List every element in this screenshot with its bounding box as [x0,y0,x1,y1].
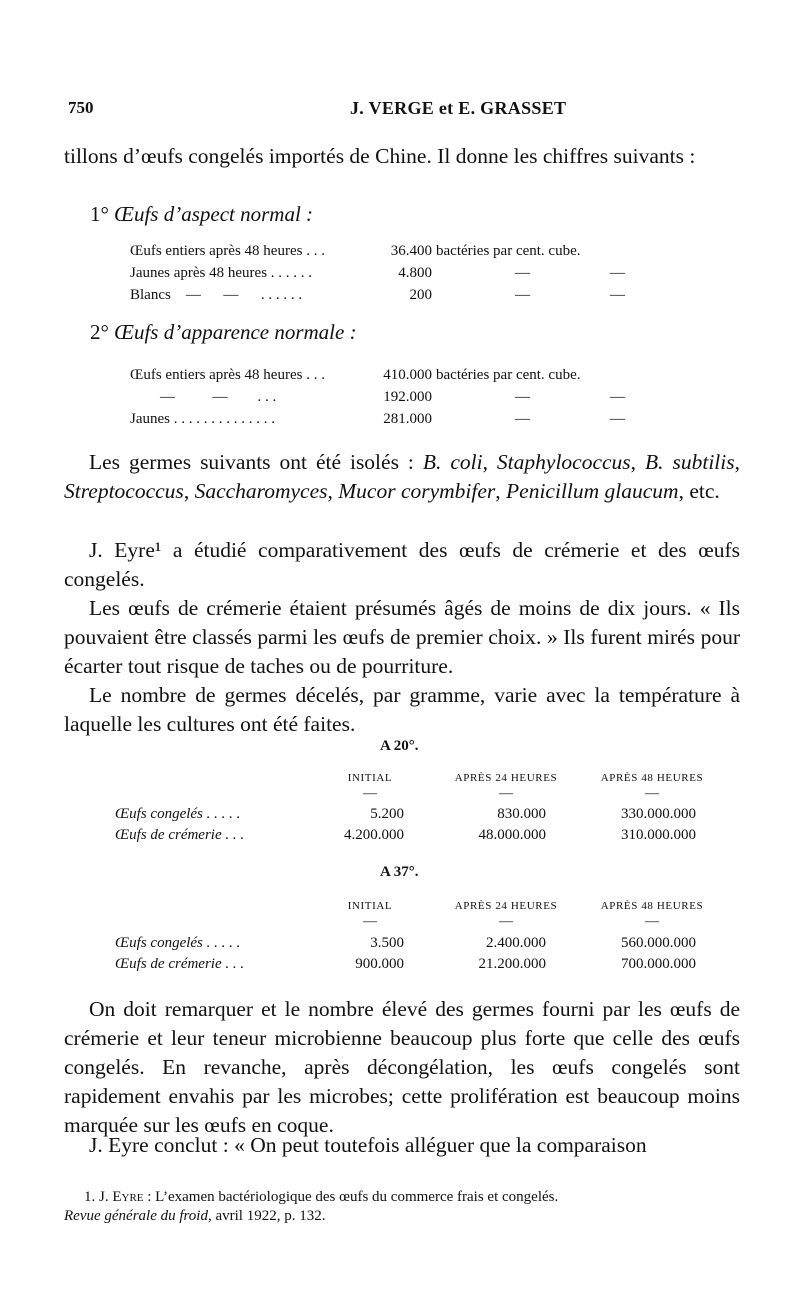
table-20-title: A 20°. [380,738,419,754]
ditto-mark: — [515,411,530,427]
table-row [130,284,690,306]
row-label: Jaunes . . . . . . . . . . . . . . [130,411,275,427]
table-cell: 4.200.000 [344,827,404,843]
section-2-heading [90,320,357,345]
table-cell: 310.000.000 [621,827,696,843]
table-row [130,262,690,284]
page-header [64,98,744,122]
germes-count-paragraph: Le nombre de germes décelés, par gramme, varie avec la température à laquelle les cultures ont été faites. [64,683,740,736]
footnote [64,1188,744,1226]
table-row [130,240,690,262]
ditto-mark: — [610,389,625,405]
ditto-mark: — [610,411,625,427]
footnote-date: avril 1922, p. 132. [215,1208,326,1224]
row-value: 410.000 [383,367,432,383]
table-cell: 700.000.000 [621,956,696,972]
column-header: APRÈS 24 HEURES [454,772,558,784]
table-37-row-label: Œufs de crémerie . . . [115,956,245,972]
table-cell: 3.500 [370,935,404,951]
column-header: APRÈS 48 HEURES [600,772,704,784]
page-number: 750 [68,98,94,117]
section-1-title: Œufs d’aspect normal : [114,202,314,226]
table-row [130,364,690,386]
row-value: 200 [409,287,432,303]
row-value: 36.400 [390,243,432,259]
germ-name: B. coli [422,450,483,474]
footnote-journal: Revue générale du froid, [64,1208,212,1224]
row-label: Œufs entiers après 48 heures . . . [130,367,325,383]
section-2-table [130,364,690,430]
table-20-row-label: Œufs congelés . . . . . [115,806,241,822]
column-dash: — [499,914,513,929]
section-1-table [130,240,690,306]
section-1-heading [90,202,313,227]
table-37-row-label: Œufs congelés . . . . . [115,935,241,951]
section-1-number: 1° [90,202,109,226]
table-row [130,408,690,430]
table-cell: 560.000.000 [621,935,696,951]
ditto-mark: — [610,265,625,281]
table-cell: 21.200.000 [478,956,546,972]
row-label: Jaunes après 48 heures . . . . . . [130,265,313,281]
eyre-paragraph: J. Eyre¹ a étudié comparativement des œufs de crémerie et des œufs congelés. [64,538,740,591]
ditto-mark: — [515,265,530,281]
table-cell: 900.000 [355,956,404,972]
column-dash: — [363,786,377,801]
table-cell: 330.000.000 [621,806,696,822]
remark-paragraph: On doit remarquer et le nombre élevé des germes fourni par les œufs de crémerie et leur teneur microbienne beaucoup plus forte que celle des œufs congelés. En revanche, après décongélation, les œufs congelés sont rapidement envahis par les microbes; cette prolifération est beaucoup moins marquée sur les œufs en coque. [64,997,740,1137]
table-row [130,386,690,408]
ditto-mark: — [610,287,625,303]
table-20-row-label: Œufs de crémerie . . . [115,827,245,843]
germ-name: Staphylococcus [496,450,631,474]
ditto-mark: — [515,287,530,303]
footnote-text: : L’examen bactériologique des œufs du commerce frais et congelés. [147,1189,559,1205]
row-label: Œufs entiers après 48 heures . . . [130,243,325,259]
table-37-title: A 37°. [380,864,419,880]
row-label: — — . . . [130,389,277,405]
table-cell: 5.200 [370,806,404,822]
footnote-author: Eyre [112,1189,144,1205]
germ-name: B. subtilis [645,450,735,474]
row-unit: bactéries par cent. cube. [436,367,581,383]
column-dash: — [645,914,659,929]
column-header: INITIAL [347,900,393,912]
germs-prefix: Les germes suivants ont été isolés : [89,450,414,474]
intro-paragraph: tillons d’œufs congelés importés de Chine. Il donne les chiffres suivants : [64,144,696,168]
germs-suffix: etc. [689,479,720,503]
germ-name: Streptococcus [64,479,184,503]
running-head: J. VERGE et E. GRASSET [350,98,567,118]
row-value: 281.000 [383,411,432,427]
column-dash: — [645,786,659,801]
column-dash: — [499,786,513,801]
germ-name: Mucor corymbifer [338,479,496,503]
table-cell: 2.400.000 [486,935,546,951]
row-value: 4.800 [398,265,432,281]
conclusion-paragraph: J. Eyre conclut : « On peut toutefois alléguer que la comparaison [89,1133,647,1157]
column-dash: — [363,914,377,929]
germ-name: Saccharomyces [194,479,328,503]
germ-name: Penicillum glaucum [506,479,679,503]
section-2-title: Œufs d’apparence normale : [114,320,357,344]
row-label: Blancs — — . . . . . . [130,287,303,303]
footnote-number: 1. J. [84,1189,109,1205]
row-value: 192.000 [383,389,432,405]
table-cell: 830.000 [497,806,546,822]
column-header: APRÈS 48 HEURES [600,900,704,912]
row-unit: bactéries par cent. cube. [436,243,581,259]
cremerie-paragraph: Les œufs de crémerie étaient présumés âgés de moins de dix jours. « Ils pouvaient être classés parmi les œufs de premier choix. » Ils furent mirés pour écarter tout risque de taches ou de pourriture. [64,596,740,678]
column-header: APRÈS 24 HEURES [454,900,558,912]
table-cell: 48.000.000 [478,827,546,843]
ditto-mark: — [515,389,530,405]
section-2-number: 2° [90,320,109,344]
column-header: INITIAL [347,772,393,784]
germs-paragraph: Les germes suivants ont été isolés : B. coli, Staphylococcus, B. subtilis, Streptococcus, Saccharomyces, Mucor corymbifer, Penicillum glaucum, etc. [64,450,740,503]
